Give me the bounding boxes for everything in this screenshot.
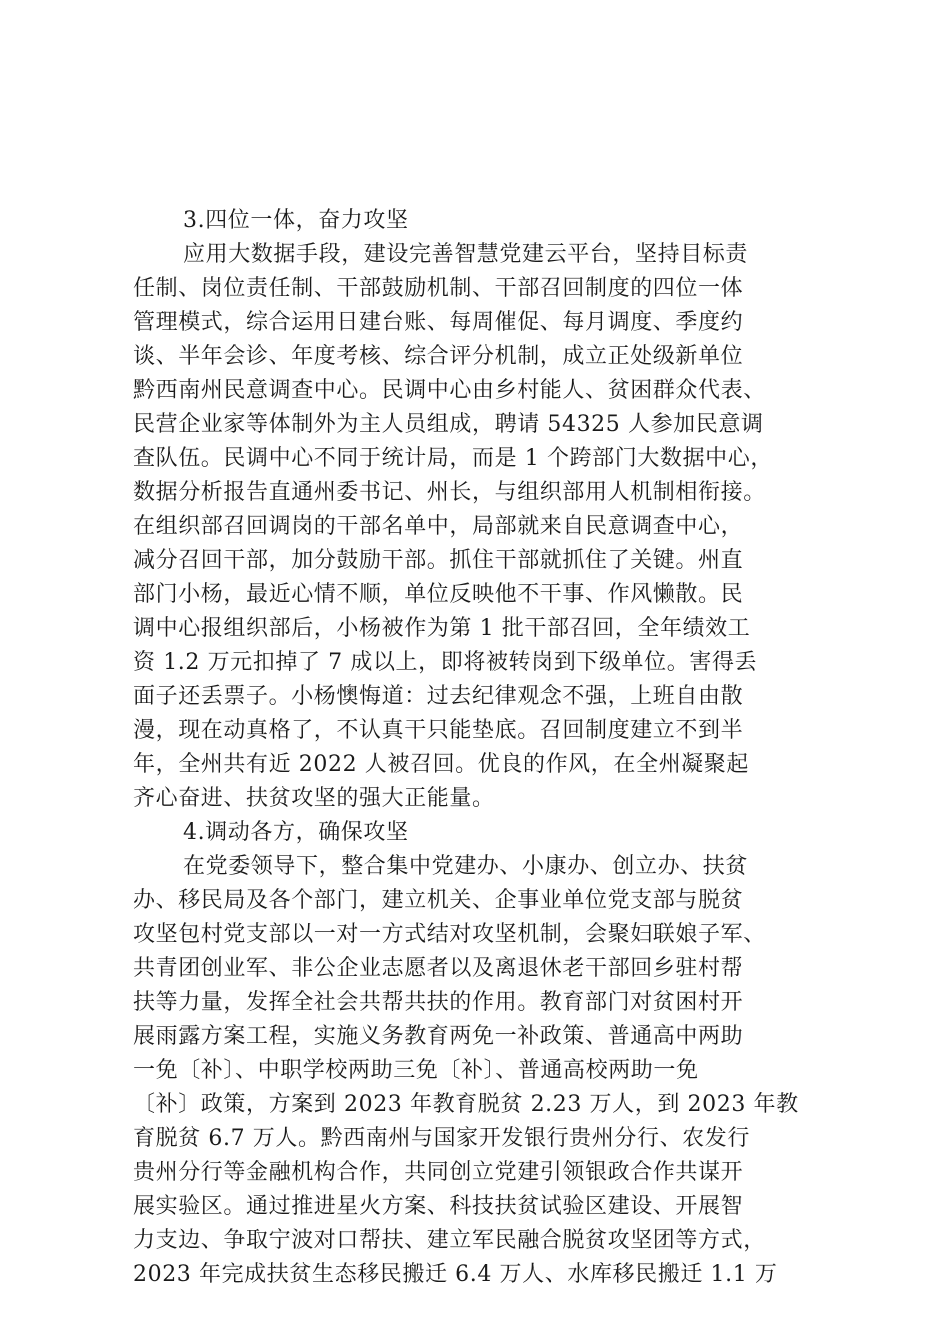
paragraph-line: 展雨露方案工程，实施义务教育两免一补政策、普通高中两助 [133,1024,744,1049]
paragraph-line: 减分召回干部，加分鼓励干部。抓住干部就抓住了关键。州直 [133,548,744,573]
paragraph-line: 管理模式，综合运用日建台账、每周催促、每月调度、季度约 [133,310,744,335]
paragraph-line: 办、移民局及各个部门，建立机关、企事业单位党支部与脱贫 [133,888,744,913]
paragraph-line: 力支边、争取宁波对口帮扶、建立军民融合脱贫攻坚团等方式， [133,1228,766,1253]
paragraph-line: 任制、岗位责任制、干部鼓励机制、干部召回制度的四位一体 [133,276,744,301]
paragraph-line: 民营企业家等体制外为主人员组成，聘请 54325 人参加民意调 [133,412,764,437]
section-heading-4: 4.调动各方，确保攻坚 [183,820,409,845]
paragraph-line: 育脱贫 6.7 万人。黔西南州与国家开发银行贵州分行、农发行 [133,1126,750,1151]
paragraph-line: 共青团创业军、非公企业志愿者以及离退休老干部回乡驻村帮 [133,956,744,981]
paragraph-line: 贵州分行等金融机构合作，共同创立党建引领银政合作共谋开 [133,1160,744,1185]
paragraph-line: 在组织部召回调岗的干部名单中，局部就来自民意调查中心， [133,514,744,539]
paragraph-line: 扶等力量，发挥全社会共帮共扶的作用。教育部门对贫困村开 [133,990,744,1015]
paragraph-line: 应用大数据手段，建设完善智慧党建云平台，坚持目标责 [183,242,749,267]
paragraph-line: 资 1.2 万元扣掉了 7 成以上，即将被转岗到下级单位。害得丢 [133,650,758,675]
paragraph-line: 年，全州共有近 2022 人被召回。优良的作风，在全州凝聚起 [133,752,749,777]
paragraph-line: 黔西南州民意调查中心。民调中心由乡村能人、贫困群众代表、 [133,378,766,403]
paragraph-line: 展实验区。通过推进星火方案、科技扶贫试验区建设、开展智 [133,1194,744,1219]
paragraph-line: 调中心报组织部后，小杨被作为第 1 批干部召回，全年绩效工 [133,616,751,641]
paragraph-line: 谈、半年会诊、年度考核、综合评分机制，成立正处级新单位 [133,344,744,369]
paragraph-line: 攻坚包村党支部以一对一方式结对攻坚机制，会聚妇联娘子军、 [133,922,766,947]
paragraph-line: 漫，现在动真格了，不认真干只能垫底。召回制度建立不到半 [133,718,744,743]
paragraph-line: 面子还丢票子。小杨懊悔道：过去纪律观念不强，上班自由散 [133,684,744,709]
paragraph-line: 在党委领导下，整合集中党建办、小康办、创立办、扶贫 [183,854,749,879]
paragraph-line: 齐心奋进、扶贫攻坚的强大正能量。 [133,786,495,811]
paragraph-line: 查队伍。民调中心不同于统计局，而是 1 个跨部门大数据中心， [133,446,773,471]
section-heading-3: 3.四位一体，奋力攻坚 [183,208,409,233]
paragraph-line: 一免〔补〕、中职学校两助三免〔补〕、普通高校两助一免 [133,1058,699,1083]
paragraph-line: 数据分析报告直通州委书记、州长，与组织部用人机制相衔接。 [133,480,766,505]
paragraph-line: 部门小杨，最近心情不顺，单位反映他不干事、作风懒散。民 [133,582,744,607]
paragraph-line: 〔补〕政策，方案到 2023 年教育脱贫 2.23 万人，到 2023 年教 [133,1092,799,1117]
paragraph-line: 2023 年完成扶贫生态移民搬迁 6.4 万人、水库移民搬迁 1.1 万 [133,1262,778,1287]
